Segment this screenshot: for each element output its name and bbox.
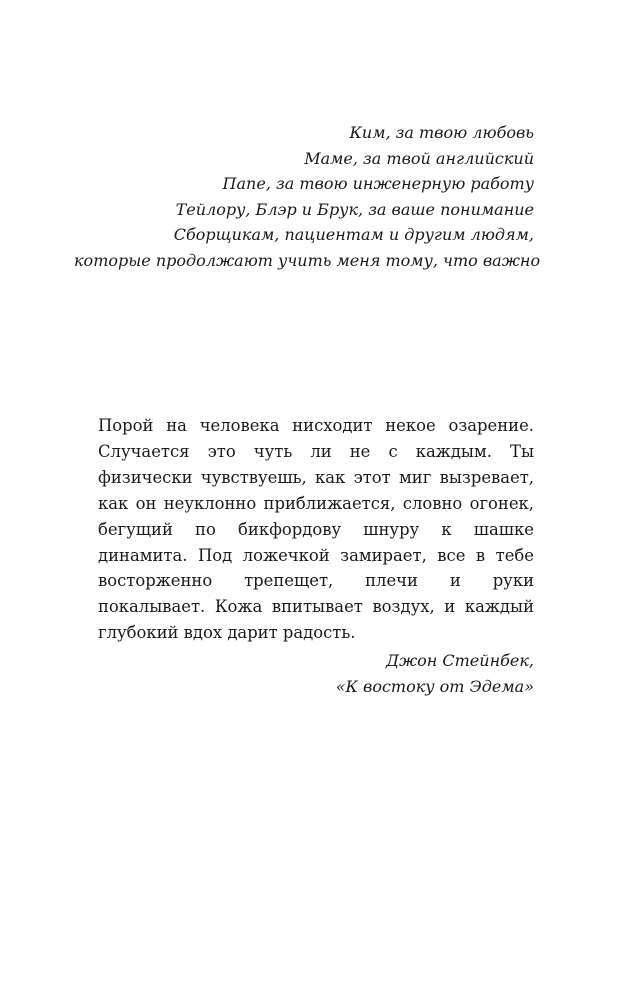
epigraph-author: Джон Стейнбек, bbox=[385, 651, 534, 671]
dedication-line: Маме, за твой английский bbox=[304, 148, 534, 168]
epigraph-quote: Порой на человека нисходит некое озарение. Случается это чуть ли не с каждым. Ты физически чувствуешь, как этот миг вызревает, как он неуклонно приближается, словно огонек, бегущий по бикфордову шнуру к шашке динамита. Под ложечкой замирает, все в тебе восторженно трепещет, плечи и руки покалывает. Кожа впитывает воздух, и каждый глубокий вдох дарит радость. bbox=[98, 416, 534, 643]
epigraph bbox=[98, 413, 534, 699]
epigraph-attribution bbox=[98, 648, 534, 699]
dedication-line: которые продолжают учить меня тому, что важно bbox=[74, 250, 541, 270]
dedication-line: Папе, за твою инженерную работу bbox=[222, 174, 534, 193]
dedication-line: Ким, за твою любовь bbox=[349, 123, 534, 142]
dedication-line: Сборщикам, пациентам и другим людям, bbox=[173, 225, 534, 244]
epigraph-source: «К востоку от Эдема» bbox=[335, 676, 534, 696]
dedication bbox=[74, 120, 541, 273]
dedication-line: Тейлору, Блэр и Брук, за ваше понимание bbox=[175, 199, 534, 219]
